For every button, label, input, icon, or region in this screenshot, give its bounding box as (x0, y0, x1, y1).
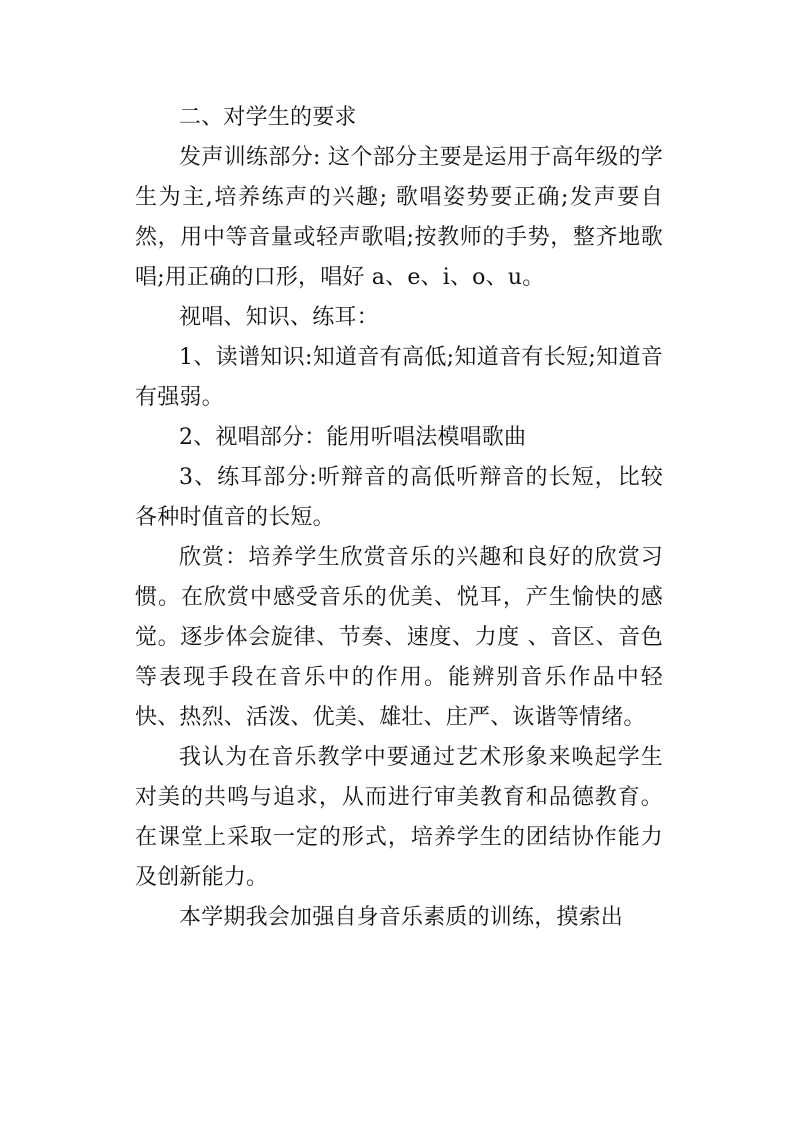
paragraph-appreciation: 欣赏：培养学生欣赏音乐的兴趣和良好的欣赏习惯。在欣赏中感受音乐的优美、悦耳，产生愉快的感觉。逐步体会旋律、节奏、速度、力度 、音区、音色等表现手段在音乐中的作用。能辨别音乐作品中轻快、热烈、活泼、优美、雄壮、庄严、诙谐等情绪。 (135, 545, 663, 730)
paragraph-aesthetic-education: 我认为在音乐教学中要通过艺术形象来唤起学生对美的共鸣与追求，从而进行审美教育和品德教育。在课堂上采取一定的形式，培养学生的团结协作能力及创新能力。 (135, 745, 663, 890)
paragraph-sightsinging-heading: 视唱、知识、练耳： (179, 305, 379, 330)
paragraph-notation-knowledge: 1、读谱知识:知道音有高低;知道音有长短;知道音有强弱。 (135, 345, 663, 410)
document-body (135, 98, 663, 938)
paragraph-vocal-training: 发声训练部分: 这个部分主要是运用于高年级的学生为主,培养练声的兴趣; 歌唱姿势要正确;发声要自然，用中等音量或轻声歌唱;按教师的手势，整齐地歌唱;用正确的口形，唱好 a、e、i、o、u。 (135, 145, 663, 290)
paragraph-self-improvement: 本学期我会加强自身音乐素质的训练，摸索出 (179, 905, 624, 930)
paragraph-ear-training: 3、练耳部分:听辩音的高低听辩音的长短，比较各种时值音的长短。 (135, 465, 663, 530)
section-heading: 二、对学生的要求 (179, 105, 357, 130)
paragraph-sightsinging: 2、视唱部分：能用听唱法模唱歌曲 (179, 425, 527, 450)
